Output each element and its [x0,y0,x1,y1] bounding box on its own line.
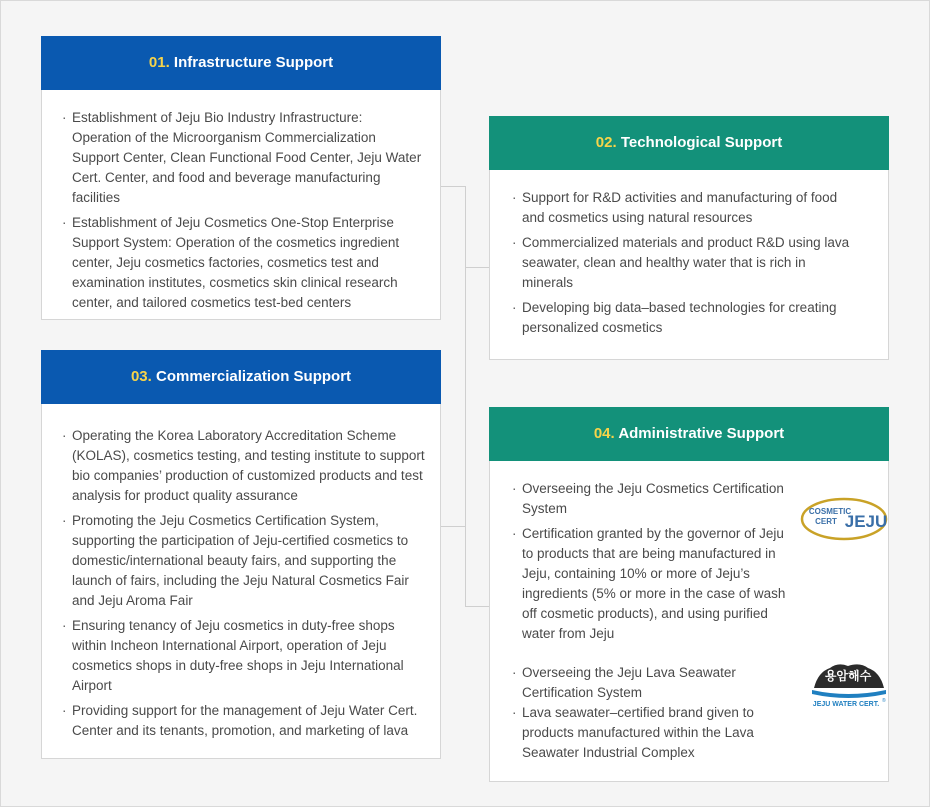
logo-text: COSMETIC [808,507,852,516]
logo-text: CERT [815,517,837,526]
list-item: · Promoting the Jeju Cosmetics Certification System, supporting the participation of Jeju-certified cosmetics to domestic/international beauty fairs, and supporting the launch of fairs, including the Jeju Natural Cosmetics Fair and Jeju Aroma Fair [62,511,430,611]
card-title: Infrastructure Support [173,54,334,71]
card-header [41,350,441,404]
item-list [42,90,440,313]
list-item: · Lava seawater–certified brand given to products manufactured within the Lava Seawater Industrial Complex [512,703,778,763]
list-item: · Operating the Korea Laboratory Accreditation Scheme (KOLAS), cosmetics testing, and testing institute to support bio companies’ production of customized products and test analysis for product quality assurance [62,426,430,506]
card-header [489,116,889,170]
item-list [490,461,888,644]
infrastructure-support-card [41,36,441,320]
connector-line [441,186,465,187]
connector-line [465,267,489,268]
card-number: 04. [593,425,615,442]
list-item: · Establishment of Jeju Bio Industry Infrastructure: Operation of the Microorganism Commercialization Support Center, Clean Functional Food Center, Jeju Water Cert. Center, and food and beverage manufacturing facilities [62,108,424,208]
item-list [490,170,888,338]
list-item: · Overseeing the Jeju Cosmetics Certification System [512,479,798,519]
technological-support-card [489,116,889,360]
logo-text: 용암해수 [824,669,872,683]
connector-line [465,186,466,607]
list-item: · Providing support for the management of Jeju Water Cert. Center and its tenants, promotion, and marketing of lava [62,701,430,741]
card-header [41,36,441,90]
list-item: · Support for R&D activities and manufacturing of food and cosmetics using natural resources [512,188,858,228]
card-title: Administrative Support [618,425,785,442]
card-number: 02. [595,134,617,151]
logo-text: JEJU [844,512,888,531]
connector-line [441,526,465,527]
list-item: · Overseeing the Jeju Lava Seawater Certification System [512,663,778,703]
jeju-cosmetic-cert-logo [800,496,888,542]
list-item: · Ensuring tenancy of Jeju cosmetics in duty-free shops within Incheon International Airport, operation of Jeju cosmetics shops in duty-free shops in Jeju International Airport [62,616,430,696]
list-item: · Developing big data–based technologies for creating personalized cosmetics [512,298,858,338]
card-number: 03. [130,368,152,385]
list-item: · Establishment of Jeju Cosmetics One-Stop Enterprise Support System: Operation of the cosmetics ingredient center, Jeju cosmetics factories, cosmetics test and examination institutes, cosmetics skin clinical research center, and tailored cosmetics test-bed centers [62,213,424,313]
card-number: 01. [148,54,170,71]
list-item: · Commercialized materials and product R&D using lava seawater, clean and healthy water that is rich in minerals [512,233,858,293]
connector-line [465,606,489,607]
administrative-support-card [489,407,889,782]
card-title: Technological Support [620,134,783,151]
card-title: Commercialization Support [156,368,352,385]
commercialization-support-card [41,350,441,759]
card-header [489,407,889,461]
logo-text: JEJU WATER CERT. [812,701,880,708]
logo-text: ® [882,698,886,704]
list-item: · Certification granted by the governor of Jeju to products that are being manufactured in Jeju, containing 10% or more of Jeju’s ingredients (5% or more in the case of wash off cosmetic products), and using purified water from Jeju [512,524,798,644]
item-list [42,404,440,741]
jeju-water-cert-logo [808,654,888,712]
